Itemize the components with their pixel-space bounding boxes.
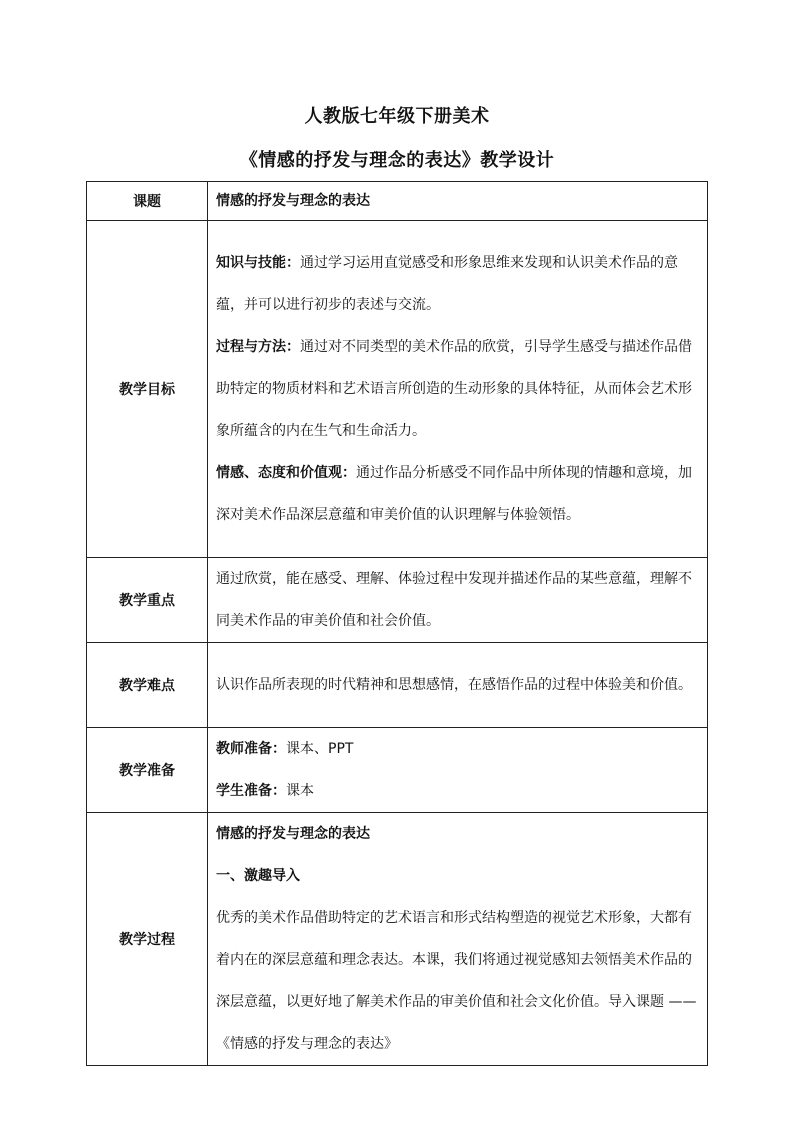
row-label-key-points: 教学重点 xyxy=(87,558,208,643)
goal-knowledge-text: 通过学习运用直觉感受和形象思维来发现和认识美术作品的意蕴，并可以进行初步的表述与交流。 xyxy=(216,255,678,313)
teacher-preparation xyxy=(216,728,701,770)
goal-attitude-text: 通过作品分析感受不同作品中所体现的情趣和意境，加深对美术作品深层意蕴和审美价值的认识理解与体验领悟。 xyxy=(216,465,692,523)
row-label-difficulties: 教学难点 xyxy=(87,643,208,728)
goal-knowledge-lead: 知识与技能： xyxy=(216,255,300,271)
document-title: 人教版七年级下册美术 xyxy=(304,106,490,127)
goal-process xyxy=(216,326,701,452)
goal-process-lead: 过程与方法： xyxy=(216,339,300,355)
table-row-process xyxy=(87,813,708,1066)
topic-text: 情感的抒发与理念的表达 xyxy=(216,193,370,209)
goal-attitude xyxy=(216,452,701,536)
table-row-preparation xyxy=(87,728,708,813)
student-preparation-text: 课本 xyxy=(286,783,314,799)
goals-content xyxy=(208,221,708,558)
row-label-topic: 课题 xyxy=(87,182,208,221)
table-row-goals xyxy=(87,221,708,558)
preparation-content xyxy=(208,728,708,813)
student-preparation-lead: 学生准备： xyxy=(216,783,286,799)
process-section-heading: 一、激趣导入 xyxy=(216,868,300,884)
difficulties-text: 认识作品所表现的时代精神和思想感情，在感悟作品的过程中体验美和价值。 xyxy=(208,643,708,728)
process-text: 优秀的美术作品借助特定的艺术语言和形式结构塑造的视觉艺术形象，大都有着内在的深层意蕴和理念表达。本课，我们将通过视觉感知去领悟美术作品的深层意蕴，以更好地了解美术作品的审美价值和社会文化价值。导入课题 ——《情感的抒发与理念的表达》 xyxy=(216,910,697,1052)
process-content xyxy=(208,813,708,1066)
table-row-topic xyxy=(87,182,708,221)
row-label-process: 教学过程 xyxy=(87,813,208,1066)
document-subtitle: 《情感的抒发与理念的表达》教学设计 xyxy=(239,150,555,171)
teacher-preparation-text: 课本、PPT xyxy=(286,741,354,757)
teacher-preparation-lead: 教师准备： xyxy=(216,741,286,757)
student-preparation xyxy=(216,770,701,812)
row-label-goals: 教学目标 xyxy=(87,221,208,558)
goal-knowledge xyxy=(216,242,701,326)
key-points-text: 通过欣赏，能在感受、理解、体验过程中发现并描述作品的某些意蕴，理解不同美术作品的审美价值和社会价值。 xyxy=(208,558,708,643)
topic-value xyxy=(208,182,708,221)
goal-process-text: 通过对不同类型的美术作品的欣赏，引导学生感受与描述作品借助特定的物质材料和艺术语言所创造的生动形象的具体特征，从而体会艺术形象所蕴含的内在生气和生命活力。 xyxy=(216,339,692,439)
table-row-difficulties xyxy=(87,643,708,728)
lesson-plan-table xyxy=(86,181,708,1066)
goal-attitude-lead: 情感、态度和价值观： xyxy=(216,465,356,481)
table-row-key-points xyxy=(87,558,708,643)
process-heading: 情感的抒发与理念的表达 xyxy=(216,826,370,842)
row-label-preparation: 教学准备 xyxy=(87,728,208,813)
